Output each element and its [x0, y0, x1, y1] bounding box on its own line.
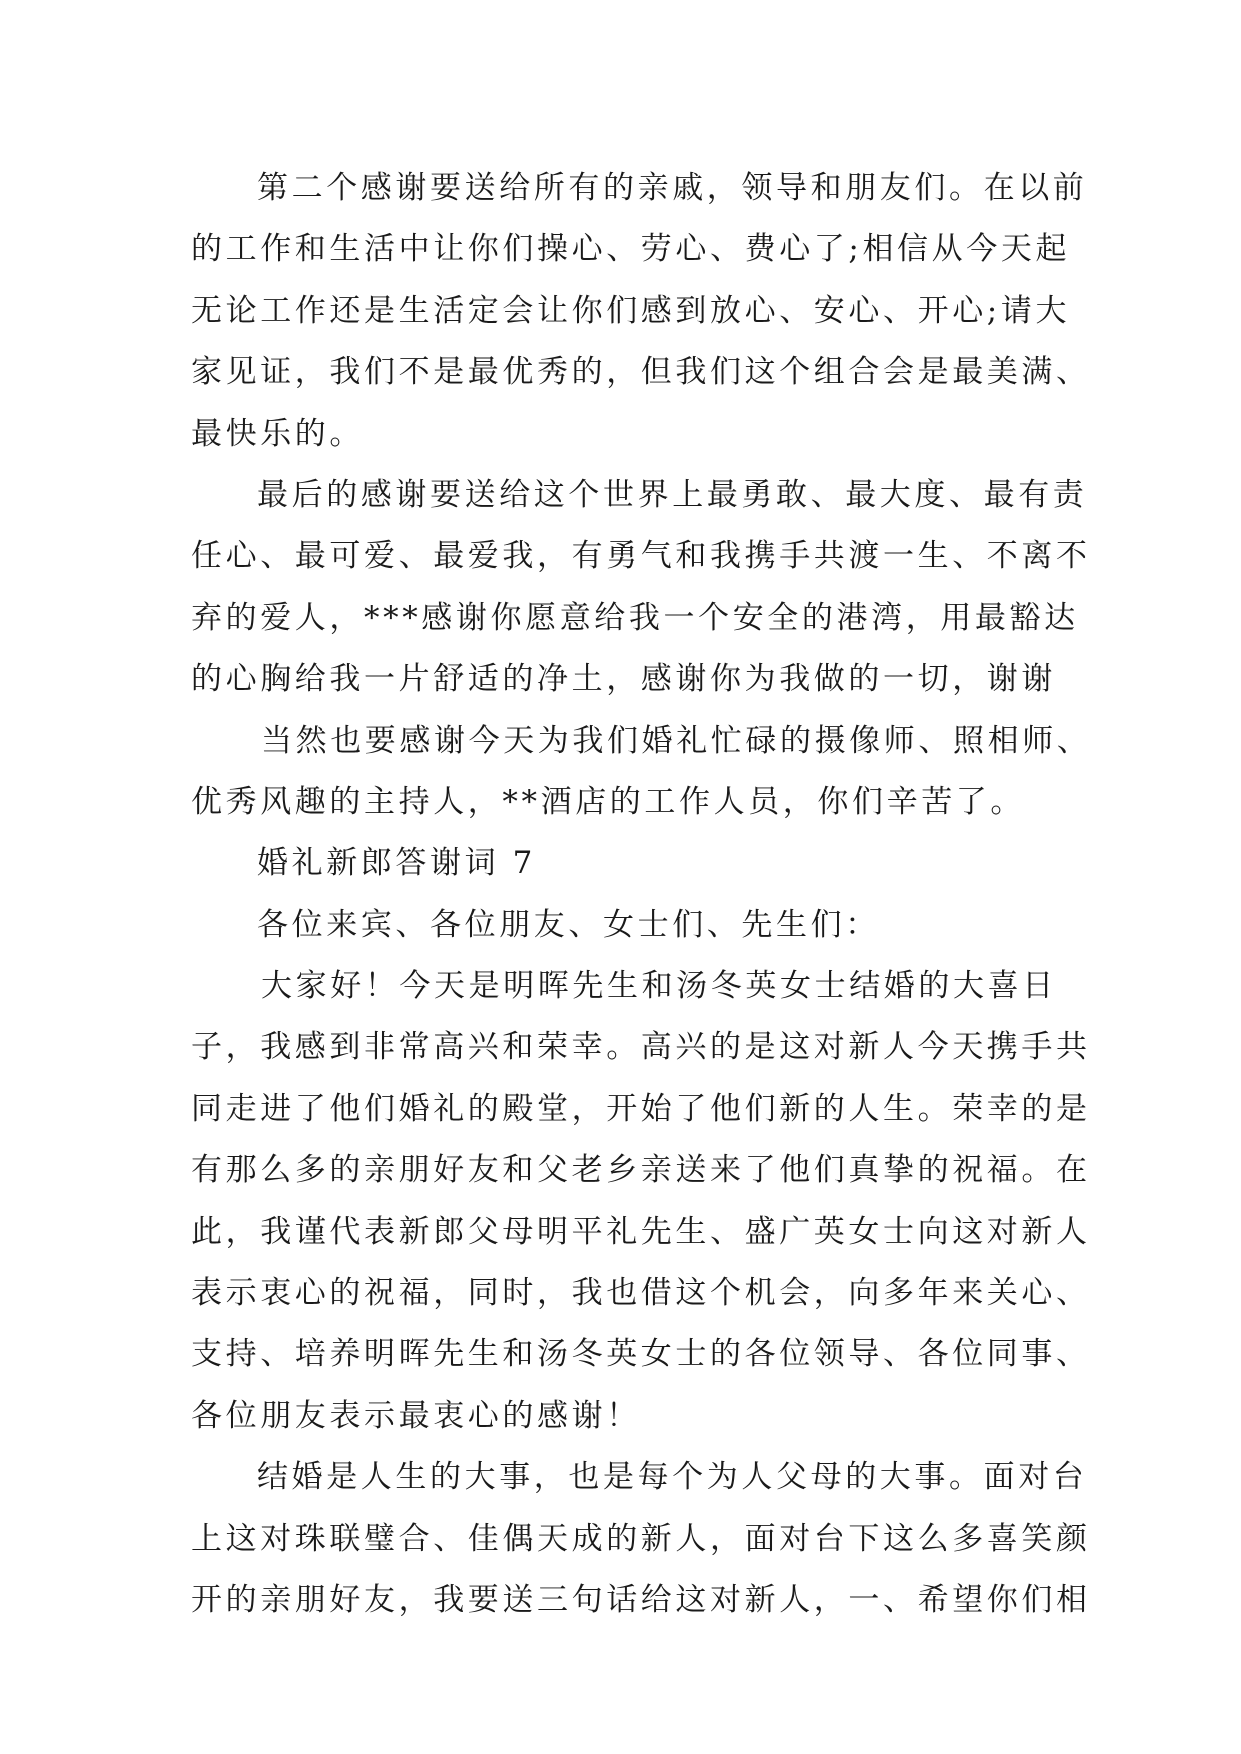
text-line: 结婚是人生的大事，也是每个为人父母的大事。面对台 — [257, 1459, 1088, 1496]
text-line: 支持、培养明晖先生和汤冬英女士的各位领导、各位同事、 — [191, 1336, 1091, 1373]
text-line: 弃的爱人，***感谢你愿意给我一个安全的港湾，用最豁达 — [191, 599, 1079, 636]
paragraph-salutation — [191, 895, 1071, 956]
text-line: 同走进了他们婚礼的殿堂，开始了他们新的人生。荣幸的是 — [191, 1090, 1091, 1127]
text-line: 各位朋友表示最衷心的感谢！ — [191, 1397, 641, 1434]
paragraph-greeting — [191, 956, 1091, 1447]
text-line: 当然也要感谢今天为我们婚礼忙碌的摄像师、照相师、 — [261, 722, 1092, 759]
text-line: 家见证，我们不是最优秀的，但我们这个组合会是最美满、 — [191, 354, 1091, 391]
paragraph-thanks-relatives — [191, 158, 1091, 465]
paragraph-thanks-staff — [191, 711, 1092, 834]
text-line: 开的亲朋好友，我要送三句话给这对新人，一、希望你们相 — [191, 1581, 1091, 1618]
text-line: 上这对珠联璧合、佳偶天成的新人，面对台下这么多喜笑颜 — [191, 1520, 1091, 1557]
text-line: 大家好！今天是明晖先生和汤冬英女士结婚的大喜日 — [261, 968, 1057, 1005]
paragraph-marriage-advice — [191, 1447, 1091, 1631]
text-line: 任心、最可爱、最爱我，有勇气和我携手共渡一生、不离不 — [191, 538, 1091, 575]
text-line: 各位来宾、各位朋友、女士们、先生们： — [257, 906, 880, 943]
text-line: 有那么多的亲朋好友和父老乡亲送来了他们真挚的祝福。在 — [191, 1152, 1091, 1189]
text-line: 最快乐的。 — [191, 415, 364, 452]
document-body — [191, 158, 1092, 1631]
section-title: 婚礼新郎答谢词 7 — [257, 845, 536, 882]
text-line: 第二个感谢要送给所有的亲戚，领导和朋友们。在以前 — [257, 170, 1088, 206]
paragraph-thanks-spouse — [191, 465, 1091, 711]
section-heading — [191, 833, 1071, 894]
text-line: 优秀风趣的主持人，**酒店的工作人员，你们辛苦了。 — [191, 783, 1025, 820]
text-line: 最后的感谢要送给这个世界上最勇敢、最大度、最有责 — [257, 476, 1088, 513]
text-line: 的工作和生活中让你们操心、劳心、费心了;相信从今天起 — [191, 231, 1071, 268]
text-line: 的心胸给我一片舒适的净土，感谢你为我做的一切，谢谢 — [191, 661, 1056, 698]
text-line: 无论工作还是生活定会让你们感到放心、安心、开心;请大 — [191, 292, 1071, 329]
text-line: 子，我感到非常高兴和荣幸。高兴的是这对新人今天携手共 — [191, 1029, 1091, 1066]
text-line: 此，我谨代表新郎父母明平礼先生、盛广英女士向这对新人 — [191, 1213, 1091, 1250]
text-line: 表示衷心的祝福，同时，我也借这个机会，向多年来关心、 — [191, 1275, 1091, 1312]
